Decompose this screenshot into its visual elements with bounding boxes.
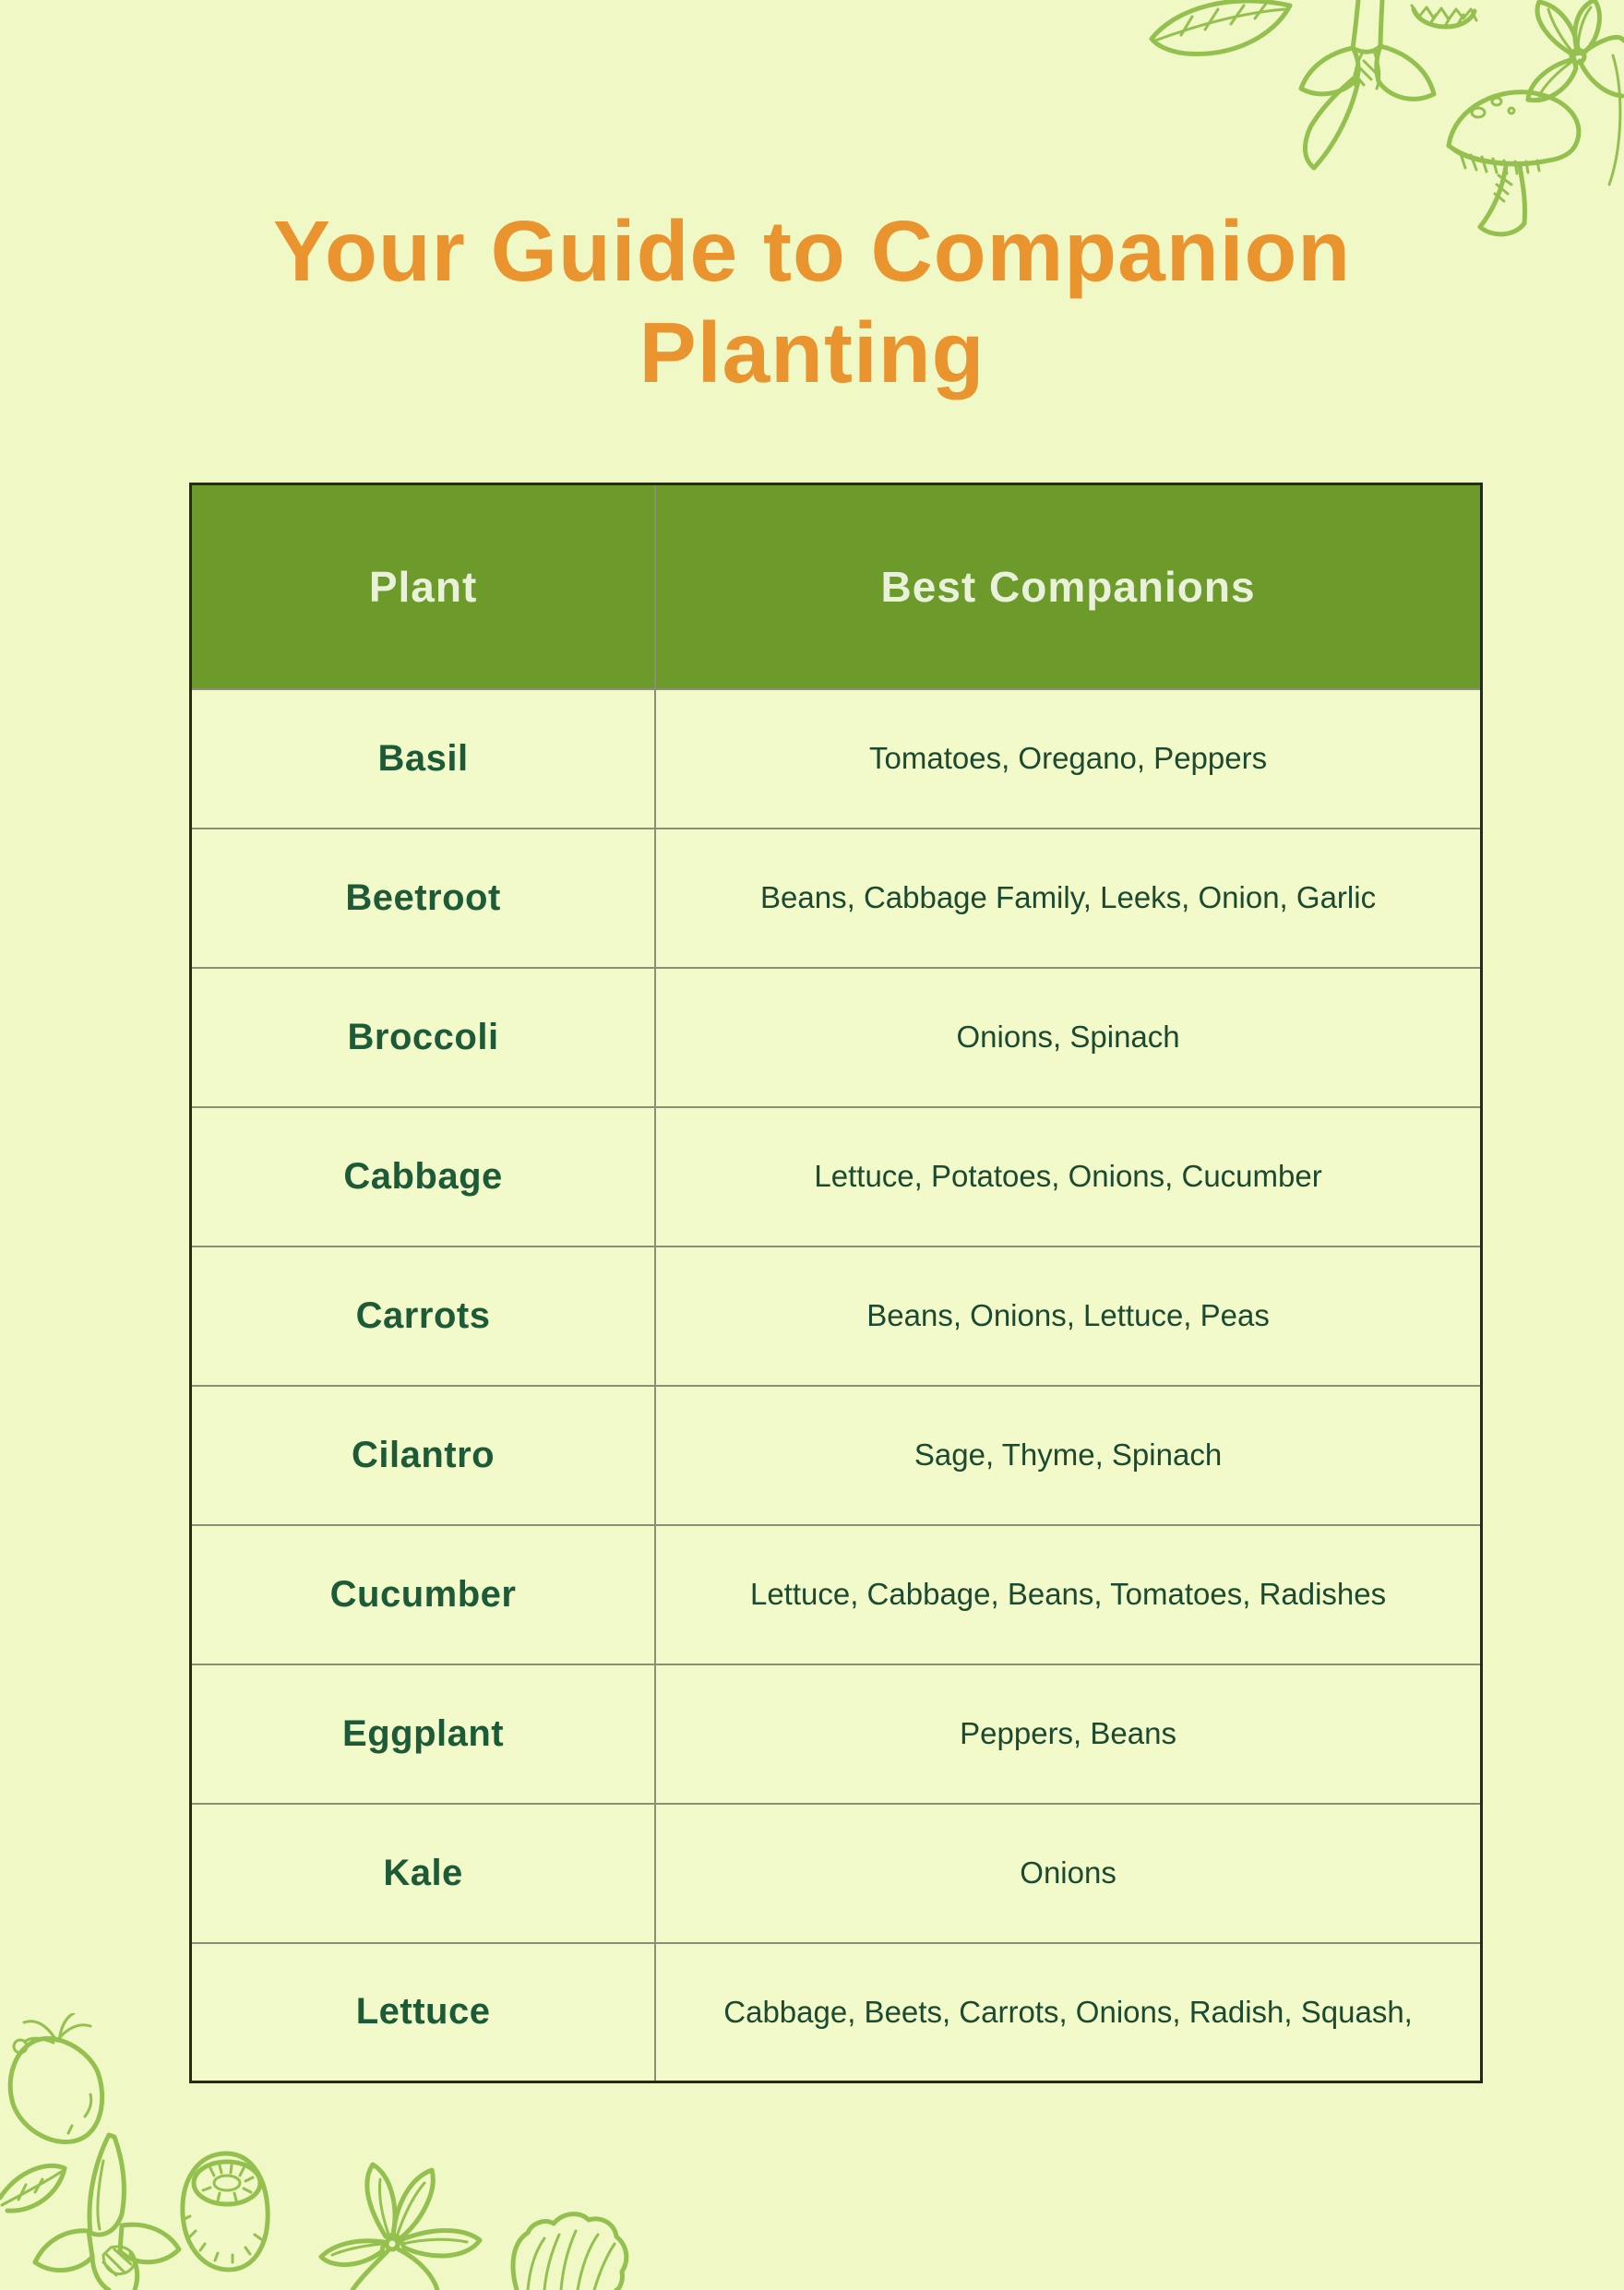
companions-cell: Lettuce, Potatoes, Onions, Cucumber [655,1107,1481,1246]
companions-cell: Lettuce, Cabbage, Beans, Tomatoes, Radishes [655,1525,1481,1664]
companion-table [189,483,1483,2083]
plant-name-cell: Cilantro [191,1386,656,1525]
table-header [191,484,1482,689]
plant-name-cell: Kale [191,1804,656,1943]
mushroom-illustration [1449,55,1620,234]
table-row [191,689,1482,829]
table-row [191,1525,1482,1664]
table-row [191,1943,1482,2082]
companions-cell: Onions, Spinach [655,968,1481,1107]
companions-cell: Cabbage, Beets, Carrots, Onions, Radish, Squash, [655,1943,1481,2082]
table-row [191,968,1482,1107]
companions-cell: Onions [655,1804,1481,1943]
companions-cell: Tomatoes, Oregano, Peppers [655,689,1481,829]
table-row [191,1664,1482,1804]
plant-name-cell: Cabbage [191,1107,656,1246]
leaf-illustration-bottom [0,2165,65,2211]
companions-cell: Beans, Onions, Lettuce, Peas [655,1246,1481,1386]
strawberry-illustration [10,2013,102,2142]
table-row [191,1804,1482,1943]
banana-illustration [1301,0,1434,168]
companions-cell: Beans, Cabbage Family, Leeks, Onion, Garlic [655,829,1481,968]
flower-illustration [1528,0,1624,101]
plant-name-cell: Broccoli [191,968,656,1107]
page-title: Your Guide to Companion Planting [272,203,1352,400]
table-row [191,1246,1482,1386]
companions-cell: Peppers, Beans [655,1664,1481,1804]
table-row [191,1386,1482,1525]
column-header-best-companions: Best Companions [655,484,1481,689]
leaf-illustration [1152,1,1290,54]
plant-name-cell: Basil [191,689,656,829]
plant-name-cell: Cucumber [191,1525,656,1664]
table-row [191,829,1482,968]
lettuce-illustration [513,2214,627,2290]
table-row [191,1107,1482,1246]
star-flower-illustration [321,2165,480,2290]
plant-name-cell: Carrots [191,1246,656,1386]
column-header-plant: Plant [191,484,656,689]
companions-cell: Sage, Thyme, Spinach [655,1386,1481,1525]
plant-name-cell: Beetroot [191,829,656,968]
plant-name-cell: Eggplant [191,1664,656,1804]
kiwi-illustration [183,2153,268,2270]
chestnut-illustration [1412,6,1476,27]
plant-name-cell: Lettuce [191,1943,656,2082]
header-row [191,484,1482,689]
banana-illustration-bottom [35,2135,179,2290]
